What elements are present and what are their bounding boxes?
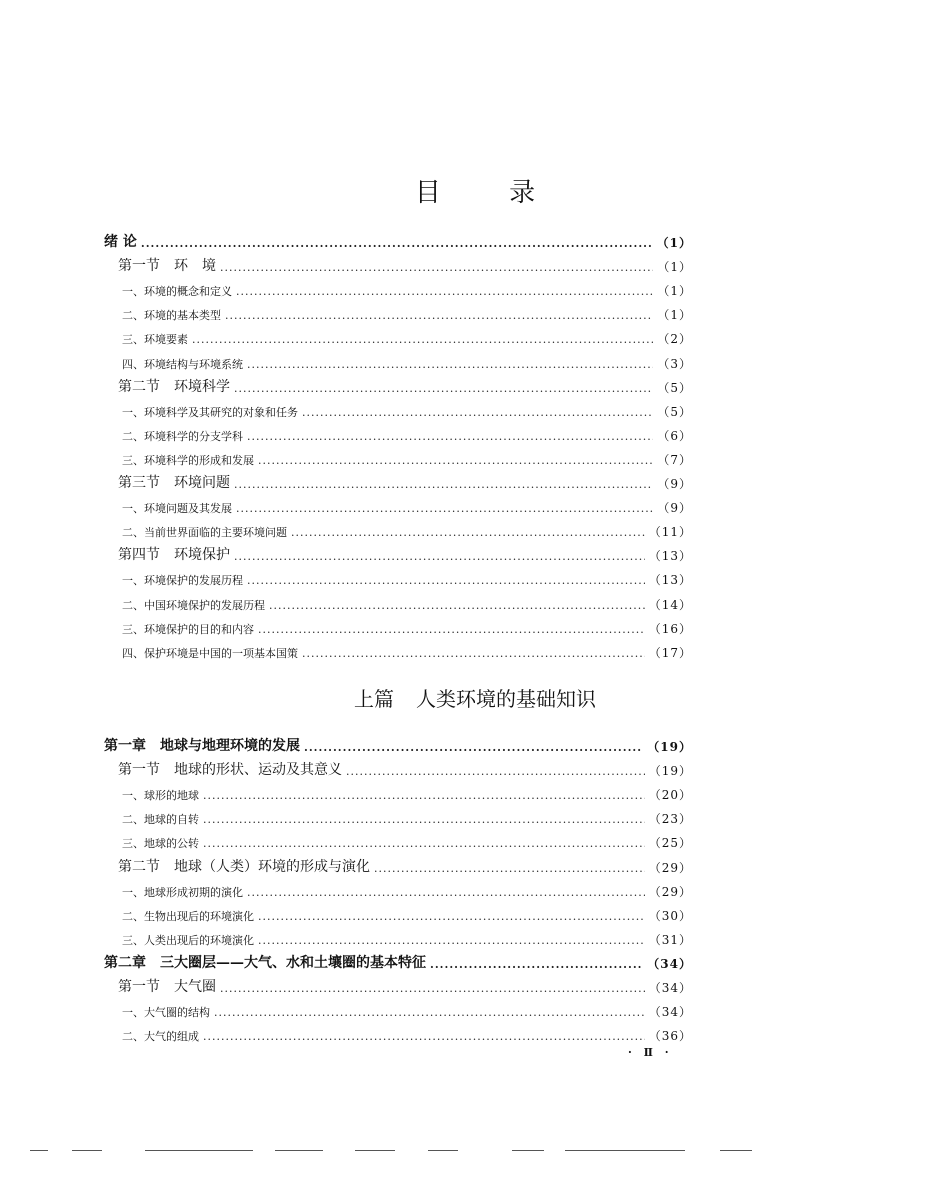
toc-entry [104,444,692,468]
dot-leader [247,577,645,588]
dot-leader [234,478,653,492]
toc-entry [104,540,692,564]
toc-entry [104,588,692,612]
toc-entry [104,996,692,1020]
dot-leader [236,505,653,516]
toc-entry-label: 二、地球的自转 [122,813,199,827]
toc-entry-page: （9） [657,477,692,492]
toc-entry-page: （5） [657,404,692,419]
toc-entry [104,299,692,323]
toc-entry-page: （13） [648,573,692,588]
toc-entry-label: 二、环境科学的分支学科 [122,429,243,443]
toc-entry [104,827,692,851]
toc-entry-label: 第二节 环境科学 [118,378,230,395]
toc-entry [104,637,692,661]
toc-entry-label: 第四节 环境保护 [118,547,230,564]
toc-entry-label: 二、生物出现后的环境演化 [122,909,254,923]
toc-entry-page: （19） [648,764,692,779]
dot-leader [203,816,645,827]
toc-entry-page: （17） [648,645,692,660]
toc-entry [104,468,692,492]
toc-entry-label: 三、地球的公转 [122,837,199,851]
dot-leader [247,361,653,372]
toc-entry-label: 四、保护环境是中国的一项基本国策 [122,646,298,660]
toc-entry-label: 四、环境结构与环境系统 [122,357,243,371]
dot-leader [234,382,653,396]
toc-entry-label: 第一节 地球的形状、运动及其意义 [118,762,342,779]
toc-entry-label: 三、人类出现后的环境演化 [122,933,254,947]
toc-entry [104,227,692,251]
toc-entry [104,755,692,779]
dot-leader [258,913,645,924]
toc-entry-page: （1） [657,284,692,299]
dot-leader [220,261,653,275]
toc-entry-label: 一、环境的概念和定义 [122,285,232,299]
toc-entry [104,372,692,396]
toc-entry-label: 第一节 环 境 [118,258,216,275]
toc-entry-label: 二、中国环境保护的发展历程 [122,598,265,612]
dot-leader [269,602,645,613]
toc-entry-label: 二、当前世界面临的主要环境问题 [122,526,287,540]
toc-entry-label: 绪 论 [104,234,137,251]
toc-entry [104,516,692,540]
toc-entry-page: （16） [648,621,692,636]
dot-leader [302,409,653,420]
toc-entry [104,275,692,299]
dot-leader [236,288,653,299]
toc-entry [104,251,692,275]
dot-leader [203,792,645,803]
dot-leader [247,433,653,444]
toc-entry-page: （1） [657,308,692,323]
dot-leader [304,741,643,755]
toc-entry-page: （34） [648,1005,692,1020]
toc-entry-label: 一、环境科学及其研究的对象和任务 [122,405,298,419]
scan-artifact-line [720,1150,752,1151]
toc-entry-page: （34） [648,981,692,996]
dot-leader [430,958,643,972]
dot-leader [374,862,645,876]
toc-entry-page: （31） [648,932,692,947]
toc-entry-label: 一、环境问题及其发展 [122,502,232,516]
toc-entry-page: （2） [657,332,692,347]
scan-artifact-line [428,1150,458,1151]
dot-leader [234,550,645,564]
toc-entry-label: 三、环境科学的形成和发展 [122,453,254,467]
scan-artifact-line [512,1150,544,1151]
toc-front-matter [104,227,692,661]
toc-entry [104,564,692,588]
toc-entry [104,851,692,875]
toc-entry-page: （25） [648,836,692,851]
scan-artifact-line [145,1150,253,1151]
dot-leader [258,626,645,637]
dot-leader [291,529,645,540]
toc-entry-label: 三、环境保护的目的和内容 [122,622,254,636]
toc-entry-label: 二、大气的组成 [122,1030,199,1044]
toc-entry-label: 第一章 地球与地理环境的发展 [104,738,300,755]
scan-artifact-line [30,1150,48,1151]
toc-entry [104,613,692,637]
dot-leader [302,650,645,661]
toc-entry [104,396,692,420]
scan-artifact-line [275,1150,323,1151]
toc-entry-label: 三、环境要素 [122,333,188,347]
toc-entry-page: （19） [647,740,692,755]
dot-leader [203,1033,645,1044]
toc-entry-page: （11） [648,525,692,540]
dot-leader [258,937,645,948]
dot-leader [258,457,653,468]
toc-entry-label: 第二节 地球（人类）环境的形成与演化 [118,858,370,875]
toc-entry-page: （23） [648,812,692,827]
toc-entry-page: （3） [657,356,692,371]
dot-leader [247,889,645,900]
part-prefix: 上篇 [354,687,394,711]
dot-leader [346,765,645,779]
part-heading [0,683,950,712]
toc-entry-page: （6） [657,428,692,443]
scan-artifact-line [565,1150,685,1151]
toc-entry-label: 一、环境保护的发展历程 [122,574,243,588]
part-name: 人类环境的基础知识 [416,687,596,711]
toc-entry-page: （30） [648,908,692,923]
toc-entry-page: （9） [657,501,692,516]
toc-entry-page: （29） [648,860,692,875]
toc-entry [104,420,692,444]
toc-entry-label: 第一节 大气圈 [118,979,216,996]
toc-entry-page: （29） [648,884,692,899]
dot-leader [203,840,645,851]
dot-leader [214,1009,645,1020]
toc-entry-label: 第三节 环境问题 [118,475,230,492]
toc-entry-page: （5） [657,380,692,395]
toc-entry [104,731,692,755]
toc-entry-page: （36） [648,1029,692,1044]
toc-entry [104,948,692,972]
toc-entry [104,900,692,924]
toc-part-one [104,731,692,1044]
toc-entry [104,1020,692,1044]
toc-entry [104,876,692,900]
toc-entry-label: 一、地球形成初期的演化 [122,885,243,899]
dot-leader [225,312,653,323]
dot-leader [192,336,653,347]
toc-entry-label: 第二章 三大圈层——大气、水和土壤圈的基本特征 [104,954,426,971]
page-folio: · Ⅱ · [628,1046,673,1059]
toc-entry-page: （1） [656,236,692,251]
toc-entry [104,323,692,347]
toc-entry-page: （34） [647,956,692,971]
dot-leader [141,237,653,251]
toc-entry [104,779,692,803]
toc-entry-label: 一、球形的地球 [122,789,199,803]
toc-entry [104,924,692,948]
toc-entry-label: 二、环境的基本类型 [122,309,221,323]
dot-leader [220,982,645,996]
page-title: 目 录 [414,178,566,208]
scan-artifact-line [355,1150,395,1151]
toc-entry-page: （1） [657,260,692,275]
toc-entry-label: 一、大气圈的结构 [122,1006,210,1020]
toc-entry [104,803,692,827]
toc-entry-page: （7） [657,452,692,467]
toc-entry [104,347,692,371]
scan-artifact-line [72,1150,102,1151]
toc-entry [104,492,692,516]
toc-entry [104,972,692,996]
toc-entry-page: （13） [648,549,692,564]
toc-entry-page: （14） [648,597,692,612]
toc-entry-page: （20） [648,788,692,803]
